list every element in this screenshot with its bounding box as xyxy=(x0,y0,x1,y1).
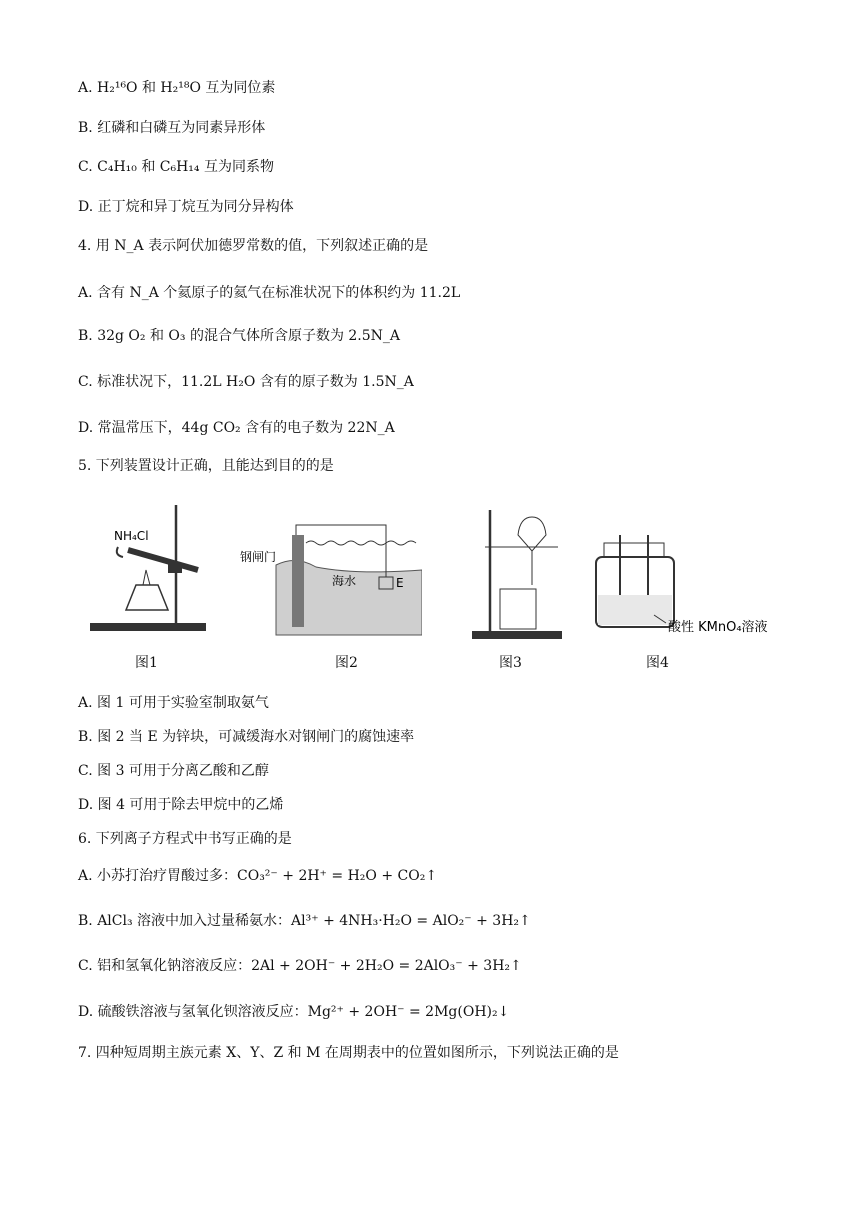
fig4-label: 酸性 KMnO₄溶液 xyxy=(668,620,768,635)
figure-3 xyxy=(470,505,565,645)
line-9: 5. 下列装置设计正确，且能达到目的的是 xyxy=(78,458,334,474)
line-4: 4. 用 N_A 表示阿伏加德罗常数的值，下列叙述正确的是 xyxy=(78,238,429,254)
line-10: A. 图 1 可用于实验室制取氨气 xyxy=(78,695,269,711)
figure-1 xyxy=(88,495,208,645)
caption-fig2: 图2 xyxy=(335,655,358,671)
line-17: C. 铝和氢氧化钠溶液反应：2Al + 2OH⁻ + 2H₂O = 2AlO₃⁻ + 3H₂↑ xyxy=(78,958,522,974)
line-13: D. 图 4 可用于除去甲烷中的乙烯 xyxy=(78,797,284,813)
fig1-label: NH₄Cl xyxy=(114,529,149,543)
line-3: D. 正丁烷和异丁烷互为同分异构体 xyxy=(78,199,294,215)
line-2: C. C₄H₁₀ 和 C₆H₁₄ 互为同系物 xyxy=(78,159,274,175)
line-7: C. 标准状况下，11.2L H₂O 含有的原子数为 1.5N_A xyxy=(78,374,414,390)
line-1: B. 红磷和白磷互为同素异形体 xyxy=(78,120,266,136)
line-12: C. 图 3 可用于分离乙酸和乙醇 xyxy=(78,763,269,779)
line-14: 6. 下列离子方程式中书写正确的是 xyxy=(78,831,292,847)
line-19: 7. 四种短周期主族元素 X、Y、Z 和 M 在周期表中的位置如图所示，下列说法正确的是 xyxy=(78,1045,619,1061)
fig2-gate: 钢闸门 xyxy=(240,550,277,564)
fig2-e: E xyxy=(396,576,404,590)
caption-fig3: 图3 xyxy=(499,655,522,671)
caption-fig4: 图4 xyxy=(646,655,669,671)
line-6: B. 32g O₂ 和 O₃ 的混合气体所含原子数为 2.5N_A xyxy=(78,328,401,344)
line-5: A. 含有 N_A 个氦原子的氦气在标准状况下的体积约为 11.2L xyxy=(78,285,461,301)
figure-2 xyxy=(236,515,422,640)
fig2-sea: 海水 xyxy=(332,574,357,588)
line-11: B. 图 2 当 E 为锌块，可减缓海水对钢闸门的腐蚀速率 xyxy=(78,729,415,745)
line-16: B. AlCl₃ 溶液中加入过量稀氨水：Al³⁺ + 4NH₃·H₂O = AlO₂⁻ + 3H₂↑ xyxy=(78,913,531,929)
line-8: D. 常温常压下，44g CO₂ 含有的电子数为 22N_A xyxy=(78,420,395,436)
line-0: A. H₂¹⁶O 和 H₂¹⁸O 互为同位素 xyxy=(78,80,276,96)
figure-4 xyxy=(594,535,794,635)
line-18: D. 硫酸铁溶液与氢氧化钡溶液反应：Mg²⁺ + 2OH⁻ = 2Mg(OH)₂↓ xyxy=(78,1004,510,1020)
line-15: A. 小苏打治疗胃酸过多：CO₃²⁻ + 2H⁺ = H₂O + CO₂↑ xyxy=(78,868,438,884)
caption-fig1: 图1 xyxy=(135,655,158,671)
